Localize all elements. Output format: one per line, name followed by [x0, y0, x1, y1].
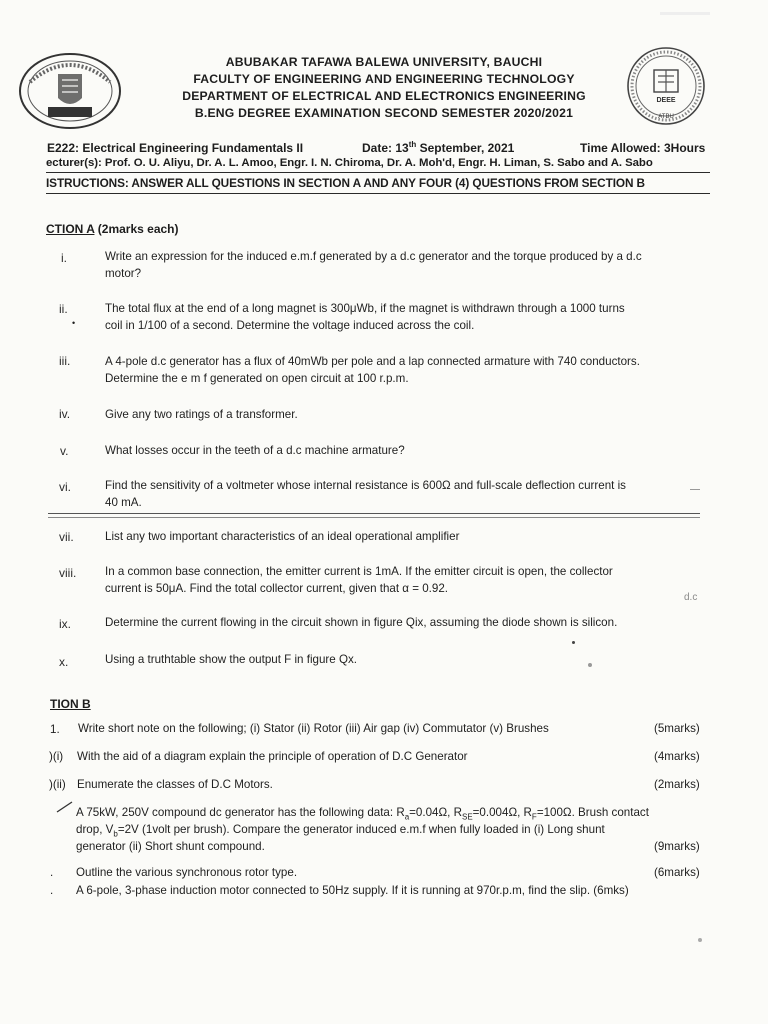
- question-text-cont: drop, $V_b=2V$ (1volt per brush). Compare the generator induced e.m.f when fully loaded in (i) Long shunt: [76, 823, 605, 839]
- question-number: v.: [60, 444, 69, 458]
- section-a-title: CTION A (2marks each): [46, 222, 179, 236]
- question-marks: (9marks): [654, 840, 700, 853]
- department-name: DEPARTMENT OF ELECTRICAL AND ELECTRONICS ENGINEERING: [182, 89, 586, 103]
- question-marks: (2marks): [654, 778, 700, 791]
- question-text: List any two important characteristics of an ideal operational amplifier: [105, 530, 460, 543]
- lecturers: ecturer(s): Prof. O. U. Aliyu, Dr. A. L. Amoo, Engr. I. N. Chiroma, Dr. A. Moh'd, Engr. H. Liman, S. Sabo and A. Sabo: [46, 157, 653, 169]
- exam-title: B.ENG DEGREE EXAMINATION SECOND SEMESTER 2020/2021: [194, 106, 574, 120]
- separator-line: [48, 513, 700, 514]
- question-text: Using a truthtable show the output F in figure Qx.: [105, 653, 357, 666]
- question-text-cont: 40 mA.: [105, 496, 142, 509]
- exam-date: Date: 13th September, 2021: [362, 140, 515, 155]
- faculty-name: FACULTY OF ENGINEERING AND ENGINEERING TECHNOLOGY: [193, 72, 575, 86]
- question-number: viii.: [59, 566, 77, 580]
- separator-line: [48, 517, 700, 518]
- bleed-through-mark: [660, 12, 710, 15]
- question-number: )(ii): [49, 778, 66, 791]
- question-number: vi.: [59, 480, 71, 494]
- question-text: Write an expression for the induced e.m.f generated by a d.c generator and the torque produced by a d.c: [105, 250, 642, 263]
- check-mark-icon: [56, 800, 74, 814]
- question-text-cont: generator (ii) Short shunt compound.: [76, 840, 265, 853]
- section-b-title: TION B: [50, 697, 91, 711]
- instructions: ISTRUCTIONS: ANSWER ALL QUESTIONS IN SECTION A AND ANY FOUR (4) QUESTIONS FROM SECTION B: [46, 176, 645, 190]
- question-text: Enumerate the classes of D.C Motors.: [77, 778, 273, 791]
- course-code-title: E222: Electrical Engineering Fundamentals II: [47, 141, 304, 155]
- department-seal-subtext: ATBU: [658, 114, 674, 120]
- question-text: In a common base connection, the emitter current is 1mA. If the emitter circuit is open, the collector: [105, 565, 613, 578]
- bullet-mark: •: [72, 318, 76, 328]
- question-text: With the aid of a diagram explain the principle of operation of D.C Generator: [77, 750, 468, 763]
- department-seal-text: DEEE: [656, 97, 676, 104]
- question-text: Determine the current flowing in the circuit shown in figure Qix, assuming the diode shown is silicon.: [105, 616, 618, 629]
- bleed-through-mark: [690, 489, 700, 490]
- question-number: ix.: [59, 617, 71, 631]
- ink-dot: [698, 938, 702, 942]
- question-text-cont: coil in 1/100 of a second. Determine the voltage induced across the coil.: [105, 319, 475, 332]
- question-number: x.: [59, 655, 69, 669]
- ink-dot: [572, 641, 575, 644]
- question-number: .: [50, 866, 54, 879]
- question-number: iv.: [59, 407, 71, 421]
- question-text-cont: motor?: [105, 267, 142, 280]
- question-text-cont: current is 50μA. Find the total collector current, given that α = 0.92.: [105, 582, 449, 595]
- question-marks: (4marks): [654, 750, 700, 763]
- header-rule-top: [46, 172, 710, 173]
- margin-note: d.c: [684, 592, 698, 603]
- question-marks: (5marks): [654, 722, 700, 735]
- question-marks: (6marks): [654, 866, 700, 879]
- question-text: A 6-pole, 3-phase induction motor connected to 50Hz supply. If it is running at 970r.p.m, find the slip. (6mks): [76, 884, 629, 897]
- question-text: Outline the various synchronous rotor type.: [76, 866, 298, 879]
- question-number: ii.: [59, 302, 68, 316]
- university-name: ABUBAKAR TAFAWA BALEWA UNIVERSITY, BAUCHI: [225, 55, 543, 69]
- question-number: )(i): [49, 750, 64, 763]
- time-allowed: Time Allowed: 3Hours: [580, 141, 706, 155]
- question-number: .: [50, 884, 54, 897]
- question-text: Write short note on the following; (i) Stator (ii) Rotor (iii) Air gap (iv) Commutator (v) Brushes: [78, 722, 549, 735]
- question-text: A 75kW, 250V compound dc generator has the following data: $R_a=0.04\Omega$, $R_{SE}=0.004\Omega$, $R_F=100\Omega$. Brush contact: [76, 806, 649, 822]
- question-number: i.: [61, 251, 67, 265]
- question-text-cont: Determine the e m f generated on open circuit at 100 r.p.m.: [105, 372, 409, 385]
- ink-dot: [588, 663, 592, 667]
- question-text: Give any two ratings of a transformer.: [105, 408, 298, 421]
- question-number: vii.: [59, 530, 74, 544]
- question-text: The total flux at the end of a long magnet is 300μWb, if the magnet is withdrawn through a 1000 turns: [105, 302, 625, 315]
- header-rule-bottom: [46, 193, 710, 194]
- question-number: iii.: [59, 354, 71, 368]
- question-text: A 4-pole d.c generator has a flux of 40mWb per pole and a lap connected armature with 740 conductors.: [105, 355, 640, 368]
- question-text: What losses occur in the teeth of a d.c machine armature?: [105, 444, 405, 457]
- question-text: Find the sensitivity of a voltmeter whose internal resistance is 600Ω and full-scale deflection current is: [105, 479, 626, 492]
- question-number: 1.: [50, 723, 60, 736]
